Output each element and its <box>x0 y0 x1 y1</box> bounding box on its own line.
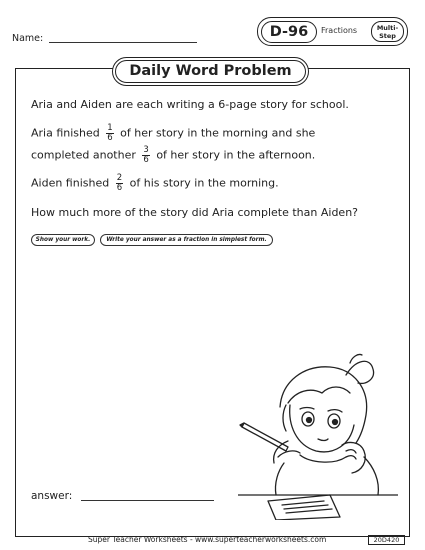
fraction-three-sixths <box>142 146 149 165</box>
paragraph-text: of her story in the morning and she <box>120 126 316 140</box>
name-label: Name: <box>12 33 44 44</box>
paragraph-text: of her story in the afternoon. <box>156 148 316 162</box>
answer-row <box>31 490 214 502</box>
paragraph-text: Aria finished <box>31 126 100 140</box>
worksheet-badge <box>257 17 408 46</box>
fraction-denominator: 6 <box>143 155 149 165</box>
footer-credit: Super Teacher Worksheets - www.superteacherworksheets.com <box>88 535 327 544</box>
fraction-two-sixths <box>116 174 123 193</box>
worksheet-type <box>371 21 404 42</box>
problem-paragraph-2-line-2 <box>31 146 315 165</box>
worksheet-type-line2: Step <box>379 32 396 40</box>
title-pill <box>112 57 309 86</box>
answer-field[interactable] <box>81 500 214 501</box>
name-row <box>12 33 197 44</box>
worksheet-id-code: 20D420 <box>368 535 405 545</box>
problem-paragraph-1: Aria and Aiden are each writing a 6-page story for school. <box>31 98 349 111</box>
worksheet-topic: Fractions <box>321 26 358 35</box>
fraction-denominator: 6 <box>116 183 123 193</box>
write-answer-pill: Write your answer as a fraction in simplest form. <box>100 234 273 246</box>
fraction-numerator: 1 <box>107 123 113 133</box>
fraction-one-sixth <box>106 124 113 143</box>
answer-label: answer: <box>31 490 73 502</box>
girl-writing-illustration <box>238 345 398 520</box>
problem-paragraph-3 <box>31 174 279 193</box>
show-work-pill: Show your work. <box>31 234 95 246</box>
fraction-denominator: 6 <box>107 133 113 143</box>
name-field[interactable] <box>49 42 197 43</box>
paragraph-text: completed another <box>31 148 136 162</box>
problem-paragraph-2-line-1 <box>31 124 315 143</box>
worksheet-type-line1: Multi- <box>376 24 399 32</box>
worksheet-code: D-96 <box>261 21 317 43</box>
fraction-numerator: 3 <box>143 145 149 155</box>
fraction-numerator: 2 <box>116 173 123 183</box>
problem-question: How much more of the story did Aria complete than Aiden? <box>31 206 359 219</box>
paragraph-text: of his story in the morning. <box>129 176 279 190</box>
paragraph-text: Aiden finished <box>31 176 110 190</box>
page-title: Daily Word Problem <box>115 60 306 83</box>
